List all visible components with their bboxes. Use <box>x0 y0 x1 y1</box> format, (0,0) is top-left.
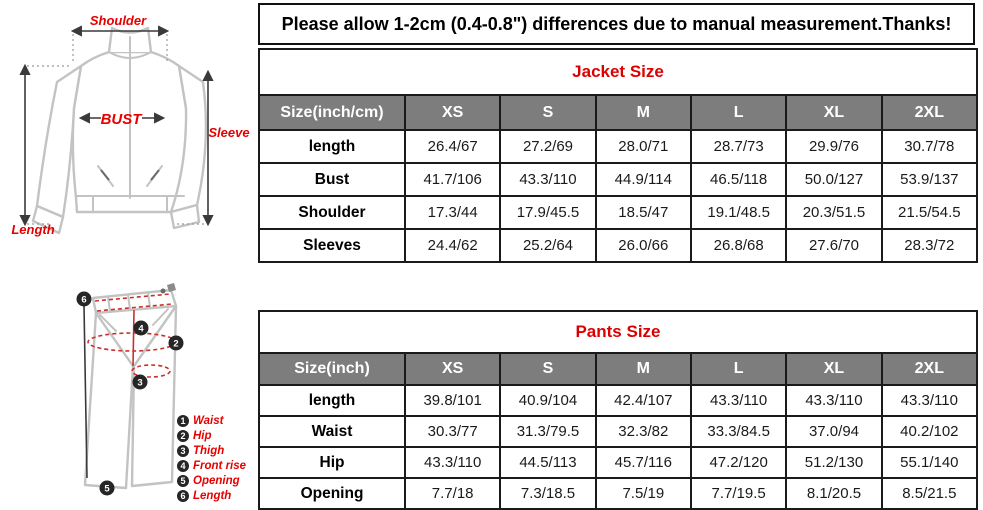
column-header-size: Size(inch) <box>259 353 405 385</box>
table-row-opening <box>259 478 977 509</box>
pants-size-table <box>258 310 978 510</box>
table-cell: 51.2/130 <box>786 447 881 478</box>
legend-number-icon: 5 <box>177 475 189 487</box>
table-cell: 29.9/76 <box>786 130 881 163</box>
legend-item-hip <box>177 429 267 444</box>
marker-hip: 2 <box>173 338 179 350</box>
table-cell: 19.1/48.5 <box>691 196 786 229</box>
jacket-size-table <box>258 48 978 263</box>
table-cell: 43.3/110 <box>691 385 786 416</box>
row-label: length <box>259 385 405 416</box>
column-header-xl: XL <box>786 353 881 385</box>
table-cell: 55.1/140 <box>882 447 977 478</box>
column-header-size: Size(inch/cm) <box>259 95 405 130</box>
legend-number-icon: 1 <box>177 415 189 427</box>
table-cell: 42.4/107 <box>596 385 691 416</box>
table-cell: 33.3/84.5 <box>691 416 786 447</box>
marker-front-rise: 4 <box>138 323 144 335</box>
table-cell: 50.0/127 <box>786 163 881 196</box>
measurement-note: Please allow 1-2cm (0.4-0.8") differences due to manual measurement.Thanks! <box>258 3 975 45</box>
legend-number-icon: 4 <box>177 460 189 472</box>
marker-length: 6 <box>81 294 87 306</box>
legend-label: Opening <box>193 475 240 487</box>
pants-legend <box>177 414 267 503</box>
legend-number-icon: 2 <box>177 430 189 442</box>
bust-label: BUST <box>100 111 142 128</box>
column-header-2xl: 2XL <box>882 353 977 385</box>
jacket-table-title-row <box>259 49 977 95</box>
row-label: Sleeves <box>259 229 405 262</box>
shoulder-label: Shoulder <box>89 13 147 28</box>
row-label: Shoulder <box>259 196 405 229</box>
table-cell: 17.3/44 <box>405 196 500 229</box>
table-cell: 43.3/110 <box>500 163 595 196</box>
column-header-xl: XL <box>786 95 881 130</box>
legend-item-length <box>177 488 267 503</box>
table-row-hip <box>259 447 977 478</box>
legend-label: Waist <box>193 415 224 428</box>
column-header-l: L <box>691 353 786 385</box>
table-row-waist <box>259 416 977 447</box>
jacket-table-title: Jacket Size <box>259 49 977 95</box>
table-cell: 7.7/18 <box>405 478 500 509</box>
table-cell: 46.5/118 <box>691 163 786 196</box>
row-label: Opening <box>259 478 405 509</box>
table-cell: 7.5/19 <box>596 478 691 509</box>
column-header-2xl: 2XL <box>882 95 977 130</box>
legend-label: Hip <box>193 430 212 443</box>
table-cell: 17.9/45.5 <box>500 196 595 229</box>
table-row-length <box>259 130 977 163</box>
jacket-table-header-row <box>259 95 977 130</box>
table-row-bust <box>259 163 977 196</box>
jacket-measurement-diagram <box>5 0 255 265</box>
jacket-sketch <box>33 28 206 233</box>
legend-item-front-rise <box>177 459 267 474</box>
table-cell: 43.3/110 <box>786 385 881 416</box>
sleeve-label: Sleeve <box>208 125 250 140</box>
column-header-s: S <box>500 95 595 130</box>
table-cell: 30.7/78 <box>882 130 977 163</box>
table-cell: 44.5/113 <box>500 447 595 478</box>
table-row-sleeves <box>259 229 977 262</box>
table-cell: 30.3/77 <box>405 416 500 447</box>
pants-table-header-row <box>259 353 977 385</box>
table-cell: 8.1/20.5 <box>786 478 881 509</box>
table-cell: 44.9/114 <box>596 163 691 196</box>
table-row-shoulder <box>259 196 977 229</box>
table-cell: 53.9/137 <box>882 163 977 196</box>
legend-label: Thigh <box>193 445 225 458</box>
table-cell: 28.0/71 <box>596 130 691 163</box>
table-cell: 26.4/67 <box>405 130 500 163</box>
table-cell: 18.5/47 <box>596 196 691 229</box>
pants-sketch <box>85 283 179 488</box>
row-label: Waist <box>259 416 405 447</box>
table-cell: 28.3/72 <box>882 229 977 262</box>
legend-item-waist <box>177 414 267 429</box>
table-cell: 43.3/110 <box>882 385 977 416</box>
table-cell: 32.3/82 <box>596 416 691 447</box>
table-row-length <box>259 385 977 416</box>
table-cell: 45.7/116 <box>596 447 691 478</box>
column-header-l: L <box>691 95 786 130</box>
legend-number-icon: 6 <box>177 490 189 502</box>
legend-item-opening <box>177 474 267 489</box>
table-cell: 7.3/18.5 <box>500 478 595 509</box>
legend-label: Length <box>193 489 232 502</box>
table-cell: 21.5/54.5 <box>882 196 977 229</box>
table-cell: 41.7/106 <box>405 163 500 196</box>
marker-thigh: 3 <box>137 377 143 389</box>
marker-opening: 5 <box>104 483 110 495</box>
table-cell: 39.8/101 <box>405 385 500 416</box>
column-header-s: S <box>500 353 595 385</box>
legend-number-icon: 3 <box>177 445 189 457</box>
column-header-m: M <box>596 95 691 130</box>
table-cell: 25.2/64 <box>500 229 595 262</box>
pants-table-title: Pants Size <box>259 311 977 353</box>
table-cell: 43.3/110 <box>405 447 500 478</box>
table-cell: 7.7/19.5 <box>691 478 786 509</box>
table-cell: 27.6/70 <box>786 229 881 262</box>
pants-table-title-row <box>259 311 977 353</box>
table-cell: 47.2/120 <box>691 447 786 478</box>
table-cell: 31.3/79.5 <box>500 416 595 447</box>
length-label: Length <box>11 222 55 237</box>
table-cell: 26.0/66 <box>596 229 691 262</box>
legend-item-thigh <box>177 444 267 459</box>
row-label: length <box>259 130 405 163</box>
table-cell: 8.5/21.5 <box>882 478 977 509</box>
table-cell: 40.2/102 <box>882 416 977 447</box>
column-header-m: M <box>596 353 691 385</box>
table-cell: 28.7/73 <box>691 130 786 163</box>
table-cell: 24.4/62 <box>405 229 500 262</box>
table-cell: 27.2/69 <box>500 130 595 163</box>
table-cell: 40.9/104 <box>500 385 595 416</box>
legend-label: Front rise <box>193 460 247 473</box>
column-header-xs: XS <box>405 353 500 385</box>
row-label: Bust <box>259 163 405 196</box>
row-label: Hip <box>259 447 405 478</box>
table-cell: 26.8/68 <box>691 229 786 262</box>
table-cell: 37.0/94 <box>786 416 881 447</box>
column-header-xs: XS <box>405 95 500 130</box>
table-cell: 20.3/51.5 <box>786 196 881 229</box>
